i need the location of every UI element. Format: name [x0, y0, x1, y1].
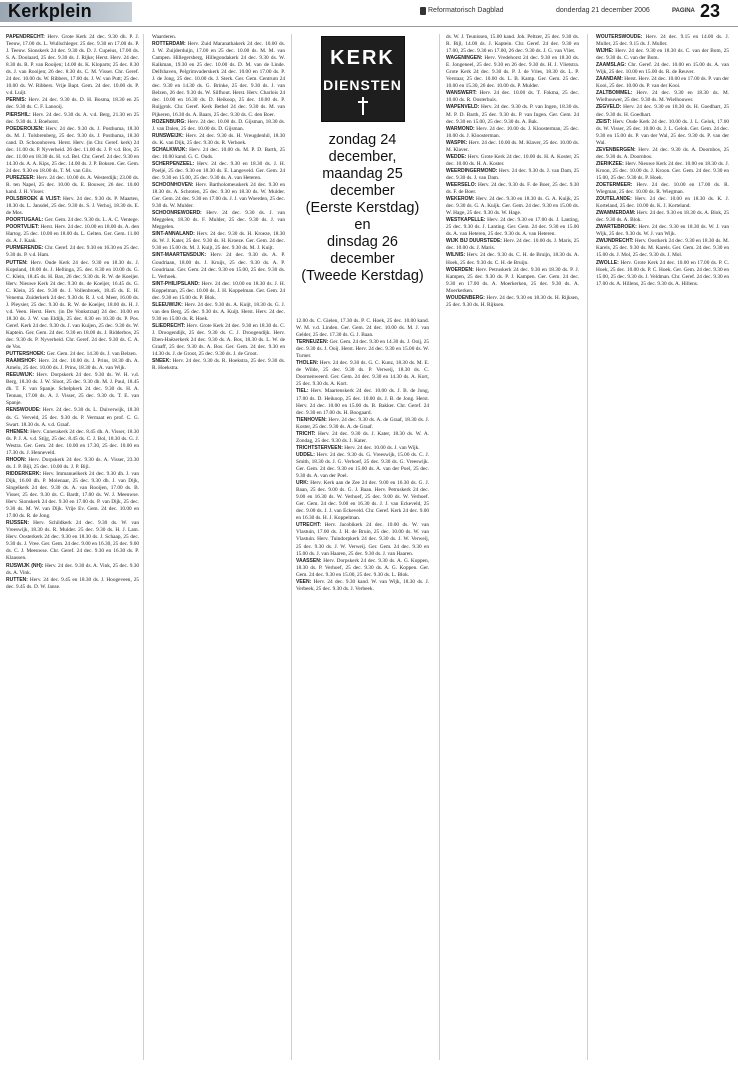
logo-word-diensten: DIENSTEN	[323, 77, 402, 93]
place-name: SCHOONREWOERD:	[152, 210, 202, 217]
place-name: SCHOONHOVEN:	[152, 181, 194, 188]
service-times: Herv. Schildkerk 24 dec. 9.30 ds. W. van Vreeswijk, 18.30 ds. R. Mulder. 25 dec. 9.30 ds. H. J. Lam. Herv. Oosterkerk 24 dec. 9.30 en 18.30 ds. J. Schaap, 25 dec. 9.30 ds. J. Vree. Ger. Gem. 24 dec. 9.00 en 16.30, 25 dec. 9.00 ds. C. J. Meeuwse. Chr. Geref. 24 dec. 9.30 en 16.30 ds. P. Klaassen.	[6, 520, 139, 562]
service-listing-entry	[6, 407, 139, 428]
service-listing-entry	[446, 182, 579, 196]
service-listing-entry	[6, 112, 139, 126]
place-name: WEDDE:	[446, 153, 467, 160]
place-name: SINT-ANNALAND:	[152, 231, 195, 238]
service-listing-entry	[296, 339, 429, 360]
place-name: WASPIK:	[446, 139, 468, 146]
place-name: POORTUGAAL:	[6, 217, 44, 224]
service-times: Herv. 24 dec. 9.30 ds. A. Doornbos, 25 dec. 9.30 ds. A. Doornbos.	[596, 146, 729, 160]
place-name: ZALTBOMMEL:	[596, 90, 633, 97]
place-name: UDDEL:	[296, 451, 315, 458]
service-times: Herv. 24 dec. 10.00 ds. M. P. D. Barth, 25 dec. 10.00 kand. G. C. Ouds.	[152, 146, 285, 160]
service-listing-entry	[6, 34, 139, 97]
kerkdiensten-logo	[321, 36, 405, 122]
listing-column-1	[6, 34, 139, 1062]
place-name: ZEGVELD:	[596, 104, 622, 111]
place-name: UTRECHT:	[296, 522, 321, 529]
service-times: Herv. 24 dec. 10.00 en 17.00 ds. R. Wiegman, 25 dec. 10.00 ds. R. Wiegman.	[596, 181, 729, 196]
service-times: Herv. 24 dec. 9.30 ds. G. Vreeswijk, 15.00 ds. C. J. Smith, 18.30 ds. J. G. Verhoef, 25 dec. 9.30 ds. G. Vreeswijk. Ger. Gem. 24 dec. 9.30 en 15.00 ds. A. van der Poel, 25 dec. 9.30 ds. A. van der Poel.	[296, 451, 429, 480]
service-listing-entry	[596, 76, 729, 90]
service-times: Herv. 24 dec. 9.30 ds. A. de Graaf, 18.30 ds. J. Koster, 25 dec. 9.30 ds. A. de Graaf.	[296, 416, 429, 430]
place-name: WIJHE:	[596, 48, 614, 55]
service-times: Herv. Dorpskerk 24 dec. 9.30 ds. W. H. v.d. Berg, 18.30 ds. J. W. Sloot, 25 dec. 9.30 dh. M. J. Paul, 18.45 dh. T. F. van Spanje. Schelpkerk 24 dec. 9.30 ds. H. A. Tennau, 17.00 ds. A. J. Visser, 25 dec. 9.30 ds. T. E. van Spanje.	[6, 372, 139, 407]
service-listing-entry	[446, 217, 579, 238]
service-listing-entry	[296, 388, 429, 416]
service-times: Herv. Immanuelkerk 24 dec. 9.30 dh. J. van Dijk, 16.00 dh. P. Molenaar, 25 dec. 9.30 dh. J. van Dijk, Singelkerk 24 dec. 9.30 ds. A. van Rooijen, 17.00 ds. B. Visser, 25 dec. 9.30 ds. C. Bardt, 17.00 ds. W. J. Meeuwse. Herv. Sionskerk 24 dec. 9.30 en 17.00 ds. P. van Dijk, 25 dec. 9.30 ds. M. W. van Dijk. Vrije Ev. Gem. 24 dec. 10.00 en 17.00 ds. R. de Jong.	[6, 470, 139, 520]
place-name: TIEL:	[296, 388, 309, 395]
service-times: Herv. 24 dec. 10.00 ds. M. Klaver, 25 dec. 10.00 ds. M. Klaver.	[446, 139, 579, 153]
place-name: WOUTERSWOUDE:	[596, 34, 643, 40]
service-times: Herv. 24 dec. 9.30 en 18.30 ds. H. Rijksen, 25 dec. 9.30 ds. H. Rijksen.	[446, 294, 579, 308]
place-name: TERNEUZEN:	[296, 339, 329, 346]
service-times: Herv. 24 dec. 9.30 ds. R. Hoekstra, 25 dec. 9.30 ds. R. Hoekstra.	[152, 358, 285, 372]
holiday-headline	[297, 132, 428, 285]
service-times: Herv. 24 dec. 9.30 ds. J. van Dam, 25 dec. 9.30 ds. J. van Dam.	[446, 167, 579, 181]
place-name: WEERDINGERMOND:	[446, 167, 498, 174]
place-name: ZAAMSLAG:	[596, 62, 626, 69]
place-name: VAASSEN:	[296, 557, 322, 564]
service-times: Herv. Grote Kerk 24 dec. 9.30 en 18.30 ds. C. J. Droogendijk, 25 dec. 9.30 ds. C. J. Droogendijk. Herv. Eben-Haëzerkerk 24 dec. 9.30 ds. A. Bos, 18.30 ds. L. W. de Graaff, 25 dec. 9.30 ds. A. Bos. Ger. Gem. 24 dec. 9.30 en 14.30 ds. J. de Groot, 25 dec. 9.30 ds. J. de Groot.	[152, 322, 285, 358]
place-name: WAGENINGEN:	[446, 55, 483, 62]
service-times: Herv. Bartholomeuskerk 24 dec. 9.30 en 18.30 ds. A. Schroten, 25 dec. 9.30 en 18.30 ds. W. Mulder. Ger. Gem. 24 dec. 9.30 en 17.00 ds. J. J. van Woerden, 25 dec. 9.30 ds. W. Mulder.	[152, 181, 285, 210]
paper-name: Reformatorisch Dagblad	[428, 7, 504, 14]
service-times: Herv. 24 dec. 9.30 ds. A. Vink, 25 dec. 9.30 ds. A. Vink.	[6, 562, 139, 576]
place-name: POORTVLIET:	[6, 224, 40, 231]
service-listing-entry	[152, 252, 285, 280]
service-times: Ger. Gem. 24 dec. 9.30 ds. L. A. C. Ventege.	[44, 217, 139, 224]
place-name: WILNIS:	[446, 252, 466, 259]
service-listing-entry	[152, 358, 285, 372]
place-name: WARMOND:	[446, 125, 475, 132]
service-times: Herv. Oostkerk 24 dec. 9.30 en 18.30 ds. M. Karels, 25 dec. 9.30 ds. M. Karels. Ger. Gem. 24 dec. 9.30 en 15.00 ds. J. Mol, 25 dec. 9.30 ds. J. Mol.	[596, 238, 729, 259]
service-listing-entry	[596, 34, 729, 48]
place-name: RUNSWEIJK:	[152, 132, 184, 139]
place-name: ZWARTEBROEK:	[596, 224, 637, 231]
place-name: WANSWERT:	[446, 90, 477, 97]
service-times: Herv. 24 dec. 10.00 ds. J. Maris, 25 dec. 10.00 ds. J. Maris.	[446, 238, 579, 252]
service-times: Herv. Nieuwe Kerk 24 dec. 10.00 en 18.30 ds. J. Kroon, 25 dec. 10.00 ds. J. Kroon. Ger. Gem. 24 dec. 9.30 en 15.00, 25 dec. 9.30 ds. P. Hoek.	[596, 160, 729, 181]
place-name: ZOUTELANDE:	[596, 196, 632, 203]
place-name: PERNIS:	[6, 97, 27, 104]
page-label: PAGINA	[672, 8, 695, 14]
service-listing-entry	[596, 147, 729, 161]
page-header	[0, 0, 738, 27]
column-divider	[143, 34, 144, 1060]
service-listing-entry	[446, 126, 579, 140]
service-times: Herv. 24 dec. 9.30 ds. P. van Ingen, 18.30 ds. M. P. D. Barth, 25 dec. 9.30 ds. P. van Ingen. Ger. Gem. 24 dec. 9.30 en 15.00, 25 dec. 9.30 ds. A. Bak.	[446, 104, 579, 125]
service-times: Herv. 24 dec. 9.30 en 18.30 ds. A. Blok, 25 dec. 9.30 ds. A. Blok.	[596, 210, 729, 224]
service-times: Herv. 24 dec. 9.30 en 18.30 ds. C. van der Bom, 25 dec. 9.30 ds. C. van der Bom.	[596, 48, 729, 62]
service-listing-entry	[446, 168, 579, 182]
place-name: ZWOLLE:	[596, 259, 619, 266]
place-name: SINT-MAARTENSDIJK:	[152, 252, 207, 259]
service-listing-entry	[152, 34, 285, 41]
service-times: Ger. Gem. 24 dec. 9.30 en 14.30 ds. J. Ooij, 25 dec. 9.30 ds. J. Ooij. Herst. Herv. 24 dec. 9.30 en 15.00 ds. W. Turner.	[296, 339, 429, 360]
column-divider	[439, 34, 440, 1060]
place-name: RUTTEN:	[6, 576, 28, 583]
column-divider	[587, 34, 588, 1060]
service-times: Herv. 24 dec. 9.30 en 18.30 ds. W. J. van Wijk, 25 dec. 9.30 ds. W. J. van Wijk.	[596, 224, 729, 238]
service-times: Herst. Herv. 24 dec. 10.00 en 18.00 ds. A. den Hartog. 25 dec. 10.00 en 18.00 ds. L. Gelten. Ger. Gem. 11.00 ds. A. J. Kaak.	[6, 224, 139, 245]
place-name: PUREZEER:	[6, 174, 35, 181]
service-times: Chr. Geref. 24 dec. 9.30 en 16.30 en 25 dec. 9.30 ds. P. v.d. Ham.	[6, 245, 139, 259]
place-name: ZEVENBERGEN:	[596, 146, 636, 153]
service-listing-entry	[6, 175, 139, 196]
place-name: PUTTEN:	[6, 259, 28, 266]
edition-date: donderdag 21 december 2006	[556, 7, 650, 14]
service-times: Waarderen.	[152, 34, 177, 40]
service-times: Herv. 24 dec. 9.30 ds. D. H. Bosma, 18.30 en 25 dec. 9.30 ds. C. F. Lanooij.	[6, 97, 139, 111]
place-name: WOUDENBERG:	[446, 294, 485, 301]
service-listing-entry	[152, 302, 285, 323]
headline-line: maandag 25 december	[322, 166, 403, 199]
place-name: RHOON:	[6, 456, 27, 463]
service-times: Herv. 24 dec. 9.15 en 14.00 ds. J. Muller, 25 dec. 9.15 ds. J. Muller.	[596, 34, 729, 48]
service-listing-entry	[596, 210, 729, 224]
place-name: SNEEK:	[152, 358, 171, 365]
service-listing-entry	[6, 372, 139, 407]
service-listing-entry	[6, 351, 139, 358]
service-times: Ger. Gem. 24 dec. 14.30 ds. J. van Belzen.	[46, 351, 137, 358]
place-name: VEEN:	[296, 578, 312, 585]
place-name: SLEEUWIJK:	[152, 301, 183, 308]
place-name: ZWAMMERDAM:	[596, 210, 636, 217]
service-times: Herv. 24 dec. 9.30 ds. A. v.d. Berg, 21.30 en 25 dec. 9.30 ds. J. Boehorst.	[6, 111, 139, 125]
service-listing-entry	[296, 318, 429, 339]
service-listing-entry	[152, 231, 285, 252]
service-times: Herv. Grote Kerk 24 dec. 10.00 ds. H. A. Koster, 25 dec. 10.00 ds. H. A. Koster.	[446, 153, 579, 167]
place-name: ROTTERDAM:	[152, 41, 186, 48]
place-name: SCHERPENZEEL:	[152, 160, 195, 167]
place-name: WESTKAPELLE:	[446, 217, 486, 224]
service-listing-entry	[152, 133, 285, 147]
service-listing-entry	[152, 119, 285, 133]
place-name: ZEIST:	[596, 118, 612, 125]
service-times: ds. W. J. Teunissen, 15.00 kand. Joh. Peltzer, 25 dec. 9.30 ds. R. Bijl, 14.00 ds. J. Kaptein. Chr. Geref. 24 dec. 9.30 en 17.00, 25 dec. 9.30 en 17.00, 26 dec. 9.30 ds. J. G. van Vliet.	[446, 34, 579, 55]
service-listing-entry	[152, 210, 285, 231]
service-listing-entry	[152, 182, 285, 210]
service-times: Herv. Kerk aan de Zee 24 dec. 9.00 en 16.30 ds. G. J. Baan, 25 dec. 9.00 ds. G. J. Baan. Herv. Petruskerk 24 dec. 9.00 en 16.30 ds. W. Verhoef, 25 dec. 9.00 ds. W. Verhoef. Ger. Gem. 24 dec. 9.00 en 16.30 ds. J. J. van Eckeveld, 25 dec. 9.00 ds. J. J. van Eckeveld. Chr. Geref. Kerk 24 dec. 9.00 en 16.30 ds. H. J. Koppelman.	[296, 480, 429, 522]
place-name: WEERSELO:	[446, 181, 477, 188]
service-times: Herv. 24 dec. 10.00 ds. D. Gijsman, 18.30 ds. J. van Dalen, 25 dec. 10.00 ds. D. Gijsman.	[152, 118, 285, 132]
service-times: Herv. 24 dec. 9.30 en 18.30 ds. G. A. Kuijk, 25 dec. 9.30 ds. G. A. Kuijk. Ger. Gem. 24 dec. 9.30 en 15.00 ds. W. Hage, 25 dec. 9.30 ds. W. Hage.	[446, 196, 579, 217]
service-listing-entry	[6, 126, 139, 175]
service-times: Herv. 24 dec. 9.30 ds. A. P. Goudriaan, 18.00 ds. J. Kruijs, 25 dec. 9.30 ds. A. P. Goudriaan. Ger. Gem. 24 dec. 9.30 en 15.00, 25 dec. 9.30 ds. L. Verhoek.	[152, 252, 285, 280]
service-times: Herv. 24 dec. 9.30 en 18.30 ds. J. H. Poeljé, 25 dec. 9.30 en 18.30 ds. E. Langeveld. Ger. Gem. 24 dec. 9.30 en 15.00, 25 dec. 9.30 ds. A. van Heteren.	[152, 160, 285, 181]
service-listing-entry	[596, 119, 729, 147]
service-times: Herv. Maartenskerk 24 dec. 10.00 ds. J. B. de Jong, 17.00 ds. D. Heikoop, 25 dec. 10.00 ds. J. B. de Jong. Herst. Herv. 24 dec. 10.00 en 15.00 ds. B. Bakker. Chr. Geref. 24 dec. 9.30 en 17.00 ds. H. Boogaard.	[296, 388, 429, 416]
service-times: Herv. Dorpskerk 24 dec. 9.30 ds. A. G. Koppen, 18.30 ds. P. Verhoef, 25 dec. 9.30 ds. A. G. Koppen. Ger. Gem. 24 dec. 9.30 en 15.00, 25 dec. 9.30 ds. L. Blok.	[296, 557, 429, 578]
church-services-inset	[297, 36, 428, 310]
service-listing-entry	[6, 245, 139, 259]
place-name: PURMERENDE:	[6, 245, 44, 252]
service-listing-entry	[152, 161, 285, 182]
service-listing-entry	[596, 196, 729, 210]
service-times: Herv. Zuid Maranathakerk 24 dec. 10.00 ds. J. W. Zuijderduijn, 17.00 en 25 dec. 10.00 ds. M. M. van Campen. Hillegersberg, Hillegondakerk 24 dec. 9.30 ds. W. Kalkman, 19.30 en 25 dec. 10.00 ds. D. M. van de Linde. Delfshaven, Pelgrimvaderskerk 24 dec. 10.00 en 17.00 ds. P. J. de Jong, 25 dec. 10.00 ds. J. Sterk. Ger. Gem. Centrum 24 dec. 9.30 en 14.30 ds. G. Brinke, 25 dec. 9.30 ds. J. van Belzen, 26 dec. 9.30 ds. W. Silfhout. Herst. Herv. Charlois 24 dec. 10.00 en 16.30 ds. D. Heikoop, 25 dec. 10.00 ds. P. Ruijgrok. Chr. Geref. Kerk Bethel 24 dec. 9.30 ds. M. van Pijkeren, 16.30 ds. A. Baars, 25 dec. 9.30 ds. C. den Boer.	[152, 41, 285, 118]
place-name: SINT-PHILIPSLAND:	[152, 280, 200, 287]
service-listing-entry	[152, 147, 285, 161]
place-name: RHENEN:	[6, 428, 29, 435]
service-listing-entry	[296, 431, 429, 445]
service-times: Herv. 24 dec. 9.30 ds. L. Duiverwijk, 18.30 ds. G. Verveld, 25 dec. 9.30 ds. P. Vermaat en prof. C. G. Swart. 18.30 ds. A. v.d. Graaf.	[6, 407, 139, 428]
service-listing-entry	[596, 182, 729, 196]
service-listing-entry	[596, 48, 729, 62]
place-name: PUTTERSHOEK:	[6, 351, 46, 358]
service-times: Herv. 24 dec. 10.00 en 18.30 ds. K. J. Korteland, 25 dec. 10.00 ds. K. J. Korteland.	[596, 196, 729, 210]
service-listing-entry	[296, 522, 429, 557]
column-divider	[291, 34, 292, 1060]
service-times: Herv. 24 dec. 10.00 ds. J. van Wijk.	[344, 444, 420, 451]
place-name: REEUWIJK:	[6, 372, 35, 379]
service-times: Herv. Dorpskerk 24 dec. 9.30 ds. A. Visser, 23.30 ds. J. P. Bijl, 25 dec. 10.00 ds. J. P. Bijl.	[6, 456, 139, 470]
headline-line: (Tweede Kerstdag)	[301, 268, 424, 284]
listing-column-2	[152, 34, 285, 1062]
headline-line: (Eerste Kerstdag) en	[305, 200, 420, 233]
service-listing-entry	[446, 90, 579, 104]
service-listing-entry	[6, 520, 139, 562]
service-times: Herv. Oude Kerk 24 dec. 10.00 ds. J. L. Gelok, 17.00 ds. W. Visser, 25 dec. 10.00 ds. J. L. Gelok. Ger. Gem. 24 dec. 9.30 en 15.00 ds. P. van der Wal, 25 dec. 9.30 ds. P. van der Wal.	[596, 118, 729, 146]
service-times: Herv. 24 dec. 10.00 ds. J. Kloosterman, 25 dec. 10.00 ds. J. Kloosterman.	[446, 125, 579, 139]
place-name: WAPENVELD:	[446, 104, 480, 111]
service-listing-entry	[6, 224, 139, 245]
service-listing-entry	[6, 457, 139, 471]
service-listing-entry	[6, 217, 139, 224]
service-times: 12.00 ds. C. Gielen, 17.30 ds. P. C. Hoek, 25 dec. 10.00 kand. W. M. v.d. Linden. Ger. Gem. 24 dec. 10.00 ds. M. J. van Gelder, 25 dec. 17.30 ds. G. J. Baan.	[296, 318, 429, 339]
place-name: PAPENDRECHT:	[6, 34, 45, 40]
service-times: Herv. 24 dec. 9.30 ds. J. van Meggelen, 18.30 ds. F. Mulder, 25 dec. 9.30 ds. J. van Meggelen.	[152, 210, 285, 231]
service-listing-entry	[446, 267, 579, 295]
service-listing-entry	[6, 563, 139, 577]
service-listing-entry	[596, 90, 729, 104]
listing-column-5	[596, 34, 729, 1062]
logo-word-kerk: KERK	[330, 47, 395, 69]
service-times: Herv. 24 dec. 10.00 en 18.30 ds. J. H. Koppelman, 25 dec. 10.00 ds. J. H. Koppelman. Ger. Gem. 24 dec. 9.30 en 15.00 ds. P. Blok.	[152, 280, 285, 301]
service-listing-entry	[596, 62, 729, 76]
service-listing-entry	[446, 238, 579, 252]
service-listing-entry	[596, 260, 729, 288]
place-name: RIJSSEN:	[6, 520, 30, 527]
place-name: SCHALKWIJK:	[152, 146, 187, 153]
service-times: Herv. 24 dec. 9.30 ds. G. C. Kunz, 18.30 ds. M. E. de Wilde, 25 dec. 9.30 ds. P. Verweij, 18.30 ds. C. Doornenweerd. Ger. Gem. 24 dec. 9.30 en 14.30 ds. A. Kort, 25 dec. 9.30 ds. A. Kort.	[296, 360, 429, 388]
service-times: Herv. 24 dec. 9.30 ds. F. de Boer, 25 dec. 9.30 ds. F. de Boer.	[446, 181, 579, 196]
place-name: PIERSHIL:	[6, 111, 31, 118]
service-times: Herv. Oude Kerk 24 dec. 9.30 en 18.30 ds. J. Kopsland, 18.00 ds. J. Hellinga, 25. dec. 8.30 en 10.00 ds. G. C. Klein, 18.45 ds. H. Bax, 26 dec. 9.30 ds. R. W. de Koeijer. Herv. Nieuwe Kerk 24 dec. 9.30 ds. de Koeijer, 16.45 ds. G. C. Klein, 25 dec. 9.30 ds. J. Vollenbroek, 18.45 ds. E. H. Venema. Zuiderkerk 24 dec. 9.30 ds. R. J. v.d. Meer, 16.00 ds. J. Pleysier, 25 dec. 9.30 ds. R. W. de Koeijer, 18.00 ds. H. J. v.d. Veen. Herst. Herv. (in De Vonkstraat) 24 dec. 10.00 en 18.30 ds. J. W. van Eldijk, 25 dec. 8.30 en 10.30 ds. P. Pos. Geref. Kerk 24 dec. 9.30 ds. J. van Kuijen, 25 dec. 9.30 ds. W. Kaptein. Ger. Gem. 24 dec. 9.30 en 18.00 ds. J. Ridderbos, 25 dec. 9.30 ds. P. Nyverheid. Chr. Geref. 24 dec. 9.30 ds. C. A. de Vos.	[6, 259, 139, 351]
service-listing-entry	[446, 34, 579, 55]
listing-column-3	[296, 318, 429, 1062]
service-times: Herv. 24 dec. 9.30 en 17.00 ds. J. Lanting, 25 dec. 9.30 ds. J. Lanting. Ger. Gem. 24 dec. 9.30 en 15.00 ds. A. van Heteren, 25 dec. 9.30 ds. A. van Heteren.	[446, 217, 579, 238]
service-listing-entry	[446, 104, 579, 125]
service-listing-entry	[446, 295, 579, 309]
service-times: Herv. 24 dec. 10.00 ds. J. Prins, 18.30 dh. A. Amelo, 25 dec. 10.00 ds. J. Prins, 18.30 ds. A. van Wijk.	[6, 358, 139, 372]
place-name: URK:	[296, 480, 309, 487]
service-listing-entry	[6, 196, 139, 217]
cross-icon	[358, 97, 368, 115]
place-name: ZAANDAM:	[596, 76, 623, 83]
service-times: Herv. Grote Kerk 24 dec. 9.30 dh. P. J. Teeuw, 17.00 ds. L. Wullschleger. 25 dec. 9.30 en 17.00 ds. P. J. Teeuw. Sionskerk 24 dec. 9.30 ds. D. J. Cupeius, 17.00 ds. S. A. Doolaard, 25 dec. 9.30 ds. J. Rijke; Herst. Herv. 24 dec. 8.30 ds. R. P. van Rooijen; 14.00 ds. K. Kloparts; 25 dec. 8.30 ds. J. van Rooijen; 26 dec. 8.30 ds. C. M. Visser. Chr. Geref. 24 dec. 10.00 ds. W. Ribbers, 17.00 ds. J. W. van Putt; 25 dec. 10.00 ds. W. Ribbers. Vrije Bapt. Gem. 24 dec. 10.00 ds. P. v.d. Luijt.	[6, 34, 139, 97]
place-name: POLSBROEK & VLIST:	[6, 196, 61, 203]
service-times: Herv. Vredehorst 24 dec. 9.30 en 18.30 ds. E. Jongeneel, 25 dec. 9.30 en 26 dec. 9.30 ds. H. J. Vlietstra. Grote Kerk 24 dec. 9.30 ds. P. J. de Vries, 18.30 ds. L. P. Verstaar, 25 dec. 10.00 ds. L. B. Kamp. Ger. Gem. 25 dec. 10.00 en 15.30, 26 dec. 10.00 ds. P. Mulder.	[446, 55, 579, 90]
place-name: WOERDEN:	[446, 266, 474, 273]
place-name: TRICHT:	[296, 430, 316, 437]
service-listing-entry	[446, 154, 579, 168]
service-listing-entry	[6, 358, 139, 372]
place-name: WEKEROM:	[446, 196, 475, 203]
service-listing-entry	[446, 252, 579, 266]
service-listing-entry	[296, 445, 429, 452]
place-name: THOLEN:	[296, 360, 319, 367]
service-listing-entry	[446, 140, 579, 154]
page-number: 23	[700, 1, 721, 21]
service-times: Herv. 24 dec. 10.00 ds. T. Fokma, 25 dec. 10.00 ds. R. Oosterhuis.	[446, 90, 579, 104]
place-name: TRICHTSTERVEEN:	[296, 444, 343, 451]
headline-line: zondag 24 december,	[328, 132, 397, 165]
service-listing-entry	[6, 97, 139, 111]
listing-column-4	[446, 34, 579, 1062]
service-listing-entry	[446, 55, 579, 90]
service-listing-entry	[296, 360, 429, 388]
place-name: RIJSWIJK (NH):	[6, 562, 44, 569]
service-listing-entry	[6, 471, 139, 520]
service-times: Herv. Jacobikerk 24 dec. 10.00 ds. W. van Vlastuin, 17.00 ds. J. H. de Bruin, 25 dec. 10.00 ds. W. van Vlastuin. Herv. Tuindorpkerk 24 dec. 9.30 ds. J. W. Verweij, 25 dec. 9.30 ds. J. W. Verweij. Ger. Gem. 24 dec. 9.30 en 15.00 ds. J. van Haaren, 25 dec. 9.30 ds. J. van Haaren.	[296, 522, 429, 557]
service-listing-entry	[6, 429, 139, 457]
service-listing-entry	[152, 323, 285, 358]
service-listing-entry	[6, 260, 139, 352]
service-times: Herv. 24 dec. 9.30 ds. P. Maarten, 18.30 ds. L. Jansdel, 25 dec. 9.30 ds. S. J. Verhoj, 18.30 ds. E. de Mos.	[6, 196, 139, 217]
service-listing-entry	[152, 281, 285, 302]
service-listing-entry	[152, 41, 285, 119]
service-listing-entry	[296, 452, 429, 480]
service-times: Chr. Geref. 24 dec. 10.00 en 15.00 ds. A. van Wijk, 25 dec. 10.00 en 15.00 ds. R. de Reuver.	[596, 62, 729, 76]
service-listing-entry	[596, 224, 729, 238]
service-times: Herv. Petruskerk 24 dec. 9.30 en 18.30 ds. P. J. Kampen, 25 dec. 9.30 ds. P. J. Kampen. Ger. Gem. 24 dec. 9.30 en 17.00 ds. A. Moerkerken, 25 dec. 9.30 ds. A. Moerkerken.	[446, 266, 579, 294]
place-name: RIDDERKERK:	[6, 470, 41, 477]
place-name: SLIEDRECHT:	[152, 322, 186, 329]
service-listing-entry	[296, 558, 429, 579]
place-name: ZOETERMEER:	[596, 181, 633, 188]
service-times: Herv. 24 dec. 9.30 ds. J. Kater, 18.30 ds. W. A. Zondag, 25 dec. 9.30 ds. J. Kater.	[296, 430, 429, 444]
service-times: Herv. 24 dec. 9.30 ds. H. Vreugdenhil, 18.30 ds. K. van Dijk, 25 dec. 9.30 ds. R. Verhoek.	[152, 132, 285, 146]
service-listing-entry	[296, 417, 429, 431]
service-listing-entry	[296, 579, 429, 593]
place-name: POEDEROIJEN:	[6, 125, 44, 132]
service-times: Herv. Grote Kerk 24 dec. 10.00 en 17.00 ds. P. C. Hoek, 25 dec. 10.00 ds. P. C. Hoek. Ger. Gem. 24 dec. 9.30 en 15.00, 25 dec. 9.30 ds. J. Veldman. Chr. Geref. 24 dec. 9.30 en 17.00 ds. A. Hillens, 25 dec. 9.30 ds. A. Hillens.	[596, 259, 729, 287]
place-name: RAAMSHOF:	[6, 358, 37, 365]
service-times: Herv. 24 dec. 9.30 en 18.30 ds. M. Wielhouwer, 25 dec. 9.30 ds. M. Wielhouwer.	[596, 90, 729, 104]
service-listing-entry	[596, 238, 729, 259]
service-listing-entry	[596, 104, 729, 118]
place-name: ROZENBURG:	[152, 118, 186, 125]
service-times: Herv. 24 dec. 9.30 ds. A. Kuijt, 18.30 ds. G. J. van den Berg, 25 dec. 9.30 ds. A. Kuijt. Herst. Herv. 24 dec. 9.30 en 15.00 ds. R. Hoek.	[152, 301, 285, 322]
place-name: ZWIJNDRECHT:	[596, 238, 634, 245]
place-name: WIJK BIJ DUURSTEDE:	[446, 238, 502, 245]
service-times: Herv. 24 dec. 9.45 en 18.30 ds. J. Hoogeveen, 25 dec. 9.45 ds. D. W. Janse.	[6, 576, 139, 590]
service-listing-entry	[446, 196, 579, 217]
service-times: Herv. 24 dec. 9.30 ds. H. Kroeze, 18.30 ds. W. J. Kater, 25 dec. 9.30 ds. H. Kroeze. Ger. Gem. 24 dec. 9.30 en 15.00 ds. M. J. Kuijt, 25 dec. 9.30 ds. M. J. Kuijt.	[152, 231, 285, 252]
service-times: Herv. Cunerakerk 24 dec. 8.45 dh. A. Visser, 18.30 ds. P. J. A. v.d. Stijg, 25 dec. 8.45 ds. C. J. Bol, 18.30 ds. G. J. Westra. Ger. Gem. 24 dec. 10.00 en 17.30, 25 dec. 10.00 en 17.30 ds. J. Henneveld.	[6, 428, 139, 456]
section-title: Kerkplein	[8, 1, 92, 21]
service-listing-entry	[296, 480, 429, 522]
service-times: Herv. 24 dec. 9.30 en 18.30 ds. H. Goedhart, 25 dec. 9.30 ds. H. Goedhart.	[596, 104, 729, 118]
service-times: Herv. 24 dec. 9.30 kand. W. van Wijk, 18.30 ds. J. Verbeek, 25 dec. 9.30 ds. J. Verbeek.	[296, 578, 429, 592]
service-times: Herv. 24 dec. 10.00 ds. A. Westerdijk; 23.00 ds. R. ten Napel, 25 dec. 10.00 ds. E. Bouwer, 26 dec. 10.00 kand. J. H. Visser.	[6, 174, 139, 196]
service-times: Herv. 24 dec. 9.30 ds. J. Posthuma, 18.30 ds. M. J. Tolsbrenberg, 25 dec. 9.30 ds. J. Posthuma, 18.30 cand. D. Schoonhoven. Herst. Herv. (in Chr. Geref. kerk) 24 dec. 11.00 ds. P. Nyverheid. 26 dec. 11.00 ds. J. P. v.d. Bos, 25 dec. 11.00 en 18.30 ds. H. v.d. Bel. Chr. Geref. 24 dec. 9.30 en 14.30 ds. A. A. Kips, 25 dec. 14.00 ds. J. P. Boksen. Ger. Gem. 24 dec. 9.30 en 18.00 ds. T. M. van Gils.	[6, 125, 139, 174]
place-name: RENSWOUDE:	[6, 407, 41, 414]
service-listing-entry	[6, 577, 139, 591]
paper-logo-icon	[420, 7, 426, 15]
headline-line: dinsdag 26 december	[327, 234, 398, 267]
service-times: Herv. 24 dec. 9.30 ds. C. H. de Bruijn, 18.30 ds. A. Hoek, 25 dec. 9.30 ds. C. H. de Bruijn.	[446, 252, 579, 266]
place-name: TIENHOVEN:	[296, 416, 327, 423]
place-name: ZIERIKZEE:	[596, 160, 624, 167]
service-times: Herst. Herv. 24 dec. 10.00 en 17.00 ds. P. van der Kooi, 25 dec. 10.00 ds. P. van der Kooi.	[596, 76, 729, 90]
service-listing-entry	[596, 161, 729, 182]
